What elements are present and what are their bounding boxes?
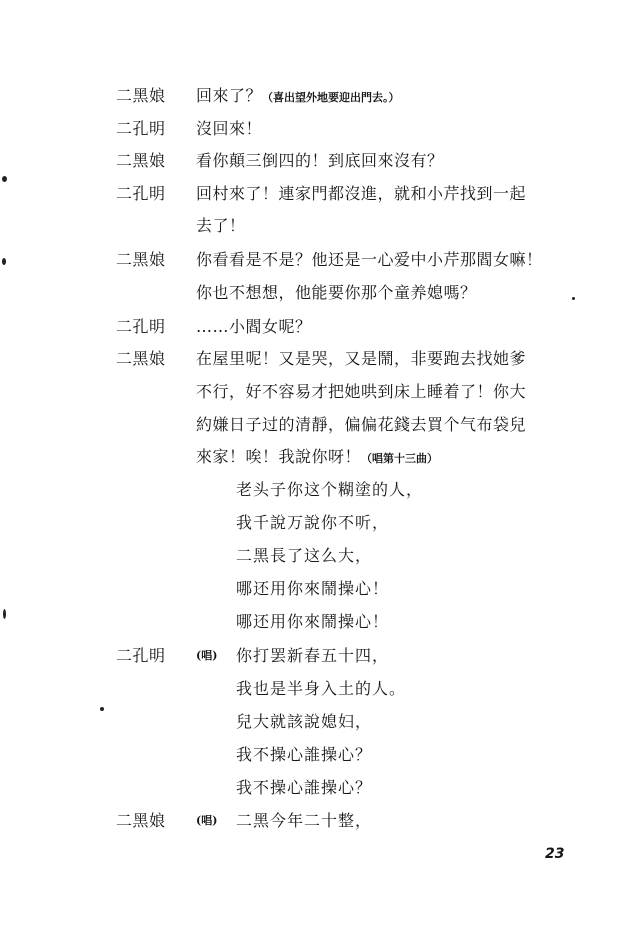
dialogue-continuation: 你也不想想，他能要你那个童养媳嗎？ xyxy=(196,283,477,302)
dialogue-text: 你看看是不是？他还是一心爱中小芹那閻女嘛！ xyxy=(196,250,543,269)
dialogue-continuation: 不行，好不容易才把她哄到床上睡着了！你大 xyxy=(196,382,527,401)
song-verse: 哪还用你來鬧操心！ xyxy=(236,579,390,598)
dialogue-continuation xyxy=(196,446,438,470)
speaker-label: 二黑娘 xyxy=(116,349,166,368)
dialogue-text: 來家！唉！我說你呀！ xyxy=(196,447,362,466)
song-verse: 二黑長了这么大， xyxy=(236,546,373,565)
stage-direction: （喜出望外地要迎出門去。） xyxy=(262,91,400,104)
dialogue-text: 回村來了！連家門都沒進，就和小芹找到一起 xyxy=(196,184,527,203)
scan-speck xyxy=(3,609,6,619)
dialogue-text: 沒回來！ xyxy=(196,119,263,138)
speaker-label: 二黑娘 xyxy=(116,811,166,830)
song-verse: 我千說万說你不听， xyxy=(236,513,390,532)
song-verse: 我不操心誰操心？ xyxy=(236,778,373,797)
dialogue-line xyxy=(196,85,400,109)
song-verse: 哪还用你來鬧操心！ xyxy=(236,612,390,631)
speaker-label: 二黑娘 xyxy=(116,250,166,269)
speaker-label: 二孔明 xyxy=(116,646,166,665)
scan-speck xyxy=(2,258,6,265)
speaker-label: 二孔明 xyxy=(116,317,166,336)
dialogue-continuation: 約嫌日子过的清靜，偏偏花錢去買个气布袋兒 xyxy=(196,415,527,434)
song-verse: 你打罢新春五十四， xyxy=(236,646,390,665)
dialogue-text: 回來了？ xyxy=(196,86,263,105)
scan-speck xyxy=(2,176,7,182)
scan-speck xyxy=(100,707,104,711)
page-number: 23 xyxy=(545,846,565,862)
dialogue-text: ……小閻女呢？ xyxy=(196,317,312,336)
scan-speck xyxy=(572,297,575,300)
dialogue-text: 看你顛三倒四的！到底回來沒有？ xyxy=(196,151,444,170)
dialogue-continuation: 去了！ xyxy=(196,216,246,235)
song-verse: 兒大就該說媳妇， xyxy=(236,712,373,731)
speaker-label: 二黑娘 xyxy=(116,151,166,170)
song-verse: 我也是半身入土的人。 xyxy=(236,679,407,698)
song-verse: 老头子你这个糊塗的人， xyxy=(236,480,424,499)
dialogue-text: 在屋里呢！又是哭，又是鬧，非要跑去找她爹 xyxy=(196,349,527,368)
song-cue: （唱第十三曲） xyxy=(361,452,439,465)
song-verse: 我不操心誰操心？ xyxy=(236,745,373,764)
speaker-label: 二孔明 xyxy=(116,119,166,138)
song-verse: 二黑今年二十整， xyxy=(236,811,373,830)
sing-cue: (唱) xyxy=(196,649,218,662)
sing-cue: (唱) xyxy=(196,814,218,827)
speaker-label: 二孔明 xyxy=(116,184,166,203)
speaker-label: 二黑娘 xyxy=(116,86,166,105)
